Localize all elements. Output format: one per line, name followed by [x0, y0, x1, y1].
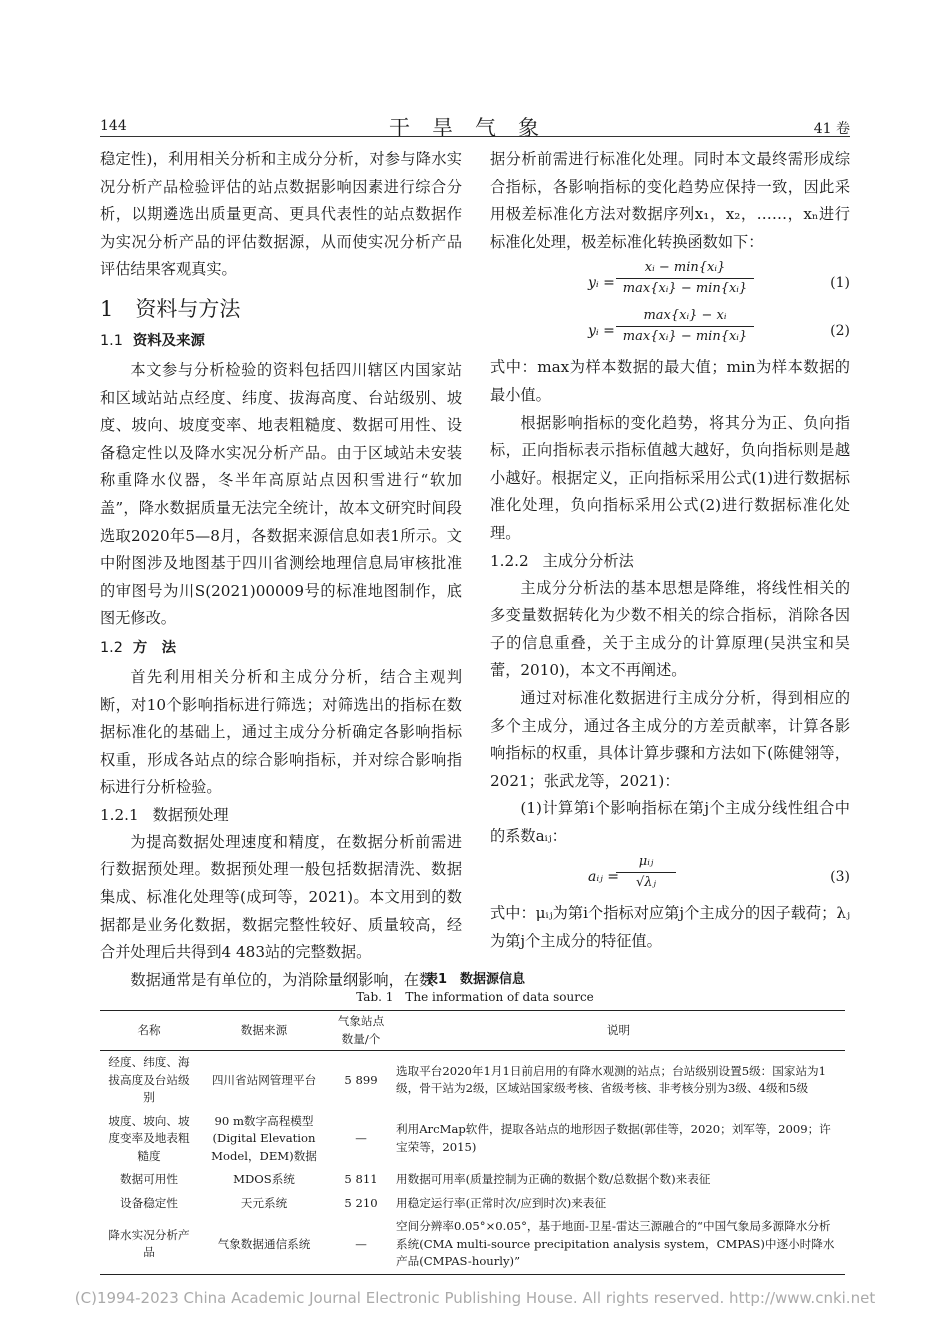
table-cell: 90 m数字高程模型(Digital Elevation Model，DEM)数据: [211, 1113, 317, 1163]
data-source-table: [100, 1010, 845, 1275]
pca-paragraph-1: 主成分分析法的基本思想是降维，将线性相关的多变量数据转化为少数不相关的综合指标，消除各因子的信息重叠，关于主成分的计算原理(吴洪宝和吴蕾，2010)，本文不再阐述。: [490, 578, 850, 680]
column-header-name: 名称: [100, 1011, 198, 1051]
section-1-2-2-heading: 1.2.2 主成分分析法: [490, 551, 634, 570]
section-1-2-1-heading: 1.2.1 数据预处理: [100, 805, 229, 824]
page-number: 144: [100, 118, 127, 134]
column-header-source: 数据来源: [198, 1011, 330, 1051]
data-paragraph: 本文参与分析检验的资料包括四川辖区内国家站和区域站站点经度、纬度、拔海高度、台站级别、坡度、坡向、坡度变率、地表粗糙度、数据可用性、设备稳定性以及降水实况分析产品。由于区域站未安装称重降水仪器，冬半年高原站点因积雪进行“软加盖”，降水数据质量无法完全统计，故本文研究时间段选取2020年5—8月，各数据来源信息如表1所示。文中附图涉及地图基于四川省测绘地理信息局审核批准的审图号为川S(2021)00009号的标准地图制作，底图无修改。: [100, 360, 462, 628]
table-cell: 经度、纬度、海拔高度及台站级别: [108, 1055, 190, 1104]
table-cell: MDOS系统: [233, 1172, 295, 1186]
table-row: [100, 1168, 845, 1192]
table-cell: —: [330, 1215, 392, 1274]
section-1-2-heading: 1.2 方 法: [100, 639, 177, 656]
method-paragraph: 首先利用相关分析和主成分分析，结合主观判断，对10个影响指标进行筛选；对筛选出的指标在数据标准化的基础上，通过主成分分析确定各影响指标权重，形成各站点的综合影响指标，并对综合影响指标进行分析检验。: [100, 667, 462, 797]
trend-paragraph: 根据影响指标的变化趋势，将其分为正、负向指标，正向指标表示指标值越大越好，负向指标则是越小越好。根据定义，正向指标采用公式(1)进行数据标准化处理，负向指标采用公式(2)进行数据标准化处理。: [490, 413, 850, 542]
equation-description: 式中：max为样本数据的最大值；min为样本数据的最小值。: [490, 358, 850, 404]
column-header-description: 说明: [392, 1011, 845, 1051]
table-cell: 四川省站网管理平台: [211, 1072, 317, 1087]
table-cell: 用数据可用率(质量控制为正确的数据个数/总数据个数)来表征: [396, 1172, 711, 1186]
equation-1-fraction: xᵢ − min{xᵢ} max{xᵢ} − min{xᵢ}: [616, 258, 754, 299]
section-1-heading: 1 资料与方法: [100, 296, 241, 321]
copyright-footer: (C)1994-2023 China Academic Journal Electronic Publishing House. All rights reserved. http://www.cnki.net: [74, 1289, 876, 1307]
equation-2-fraction: max{xᵢ} − xᵢ max{xᵢ} − min{xᵢ}: [616, 306, 754, 347]
volume-label: 41 卷: [813, 121, 850, 137]
left-column: [100, 146, 462, 994]
table-row: [100, 1110, 845, 1169]
page-header: [100, 112, 850, 140]
table-row: [100, 1192, 845, 1216]
equation-2-number: (2): [830, 323, 850, 340]
table-cell: 数据可用性: [120, 1172, 178, 1186]
table-cell: 天元系统: [240, 1195, 288, 1210]
header-rule: [100, 136, 850, 137]
preprocess-paragraph-2: 数据通常是有单位的，为消除量纲影响，在数: [130, 970, 435, 989]
preprocess-paragraph-1: 为提高数据处理速度和精度，在数据分析前需进行数据预处理。数据预处理一般包括数据清洗、数据集成、标准化处理等(成珂等，2021)。本文用到的数据都是业务化数据，数据完整性较好、质量较高，经合并处理后共得到4 483站的完整数据。: [100, 832, 462, 962]
section-1-1-heading: 1.1 资料及来源: [100, 332, 205, 349]
table-cell: 5 811: [344, 1172, 378, 1186]
table-cell: 降水实况分析产品: [100, 1215, 198, 1274]
table-cell: 5 210: [344, 1195, 378, 1210]
column-header-count: 气象站点数量/个: [330, 1011, 392, 1051]
right-column: [490, 146, 850, 956]
table-cell: 坡度、坡向、坡度变率及地表粗糙度: [108, 1113, 190, 1163]
equation-2: yᵢ = max{xᵢ} − xᵢ max{xᵢ} − min{xᵢ} (2): [490, 306, 850, 348]
table-cell: 空间分辨率0.05°×0.05°，基于地面-卫星-雷达三源融合的“中国气象局多源降水分析系统(CMA multi-source precipitation analysis system，CMPAS)中逐小时降水产品(CMPAS-hourly)”: [392, 1215, 845, 1274]
table-row: [100, 1215, 845, 1274]
table-cell: 气象数据通信系统: [198, 1215, 330, 1274]
table-cell: —: [355, 1131, 367, 1145]
journal-title: 干旱气象: [389, 116, 561, 140]
standardization-paragraph: 据分析前需进行标准化处理。同时本文最终需形成综合指标，各影响指标的变化趋势应保持一致，因此采用极差标准化方法对数据序列x₁，x₂，……，xₙ进行标准化处理，极差标准化转换函数如下：: [490, 150, 850, 251]
equation-3-description: 式中：μᵢⱼ为第i个指标对应第j个主成分的因子载荷；λⱼ为第j个主成分的特征值。: [490, 904, 850, 951]
table-cell: 用稳定运行率(正常时次/应到时次)来表征: [396, 1195, 607, 1210]
table-cell: 设备稳定性: [120, 1195, 178, 1210]
table-title-en: Tab. 1 The information of data source: [356, 990, 594, 1004]
equation-1-number: (1): [830, 275, 850, 292]
equation-3-fraction: μᵢⱼ √λⱼ: [616, 852, 676, 893]
table-cell: 5 899: [344, 1072, 378, 1087]
intro-paragraph: 稳定性)，利用相关分析和主成分分析，对参与降水实况分析产品检验评估的站点数据影响因素进行综合分析，以期遴选出质量更高、更具代表性的站点数据作为实况分析产品的评估数据源，从而使实况分析产品评估结果客观真实。: [100, 150, 462, 279]
table-cell: 利用ArcMap软件，提取各站点的地形因子数据(郭佳等，2020；刘军等，2009；许宝荣等，2015): [396, 1122, 831, 1154]
equation-3-number: (3): [830, 869, 850, 886]
step-1-paragraph: (1)计算第i个影响指标在第j个主成分线性组合中的系数aᵢⱼ：: [490, 799, 850, 845]
pca-paragraph-2: 通过对标准化数据进行主成分分析，得到相应的多个主成分，通过各主成分的方差贡献率，计算各影响指标的权重，具体计算步骤和方法如下(陈健翎等，2021；张武龙等，2021)：: [490, 688, 850, 790]
table-row: [100, 1051, 845, 1110]
equation-3: aᵢⱼ = μᵢⱼ √λⱼ (3): [490, 852, 850, 894]
equation-1: yᵢ = xᵢ − min{xᵢ} max{xᵢ} − min{xᵢ} (1): [490, 258, 850, 300]
table-title-cn: 表1 数据源信息: [424, 972, 526, 987]
table-cell: 选取平台2020年1月1日前启用的有降水观测的站点；台站级别设置5级：国家站为1级，骨干站为2级，区域站国家级考核、省级考核、非考核分别为3级、4级和5级: [396, 1063, 827, 1096]
table-header-row: [100, 1011, 845, 1051]
